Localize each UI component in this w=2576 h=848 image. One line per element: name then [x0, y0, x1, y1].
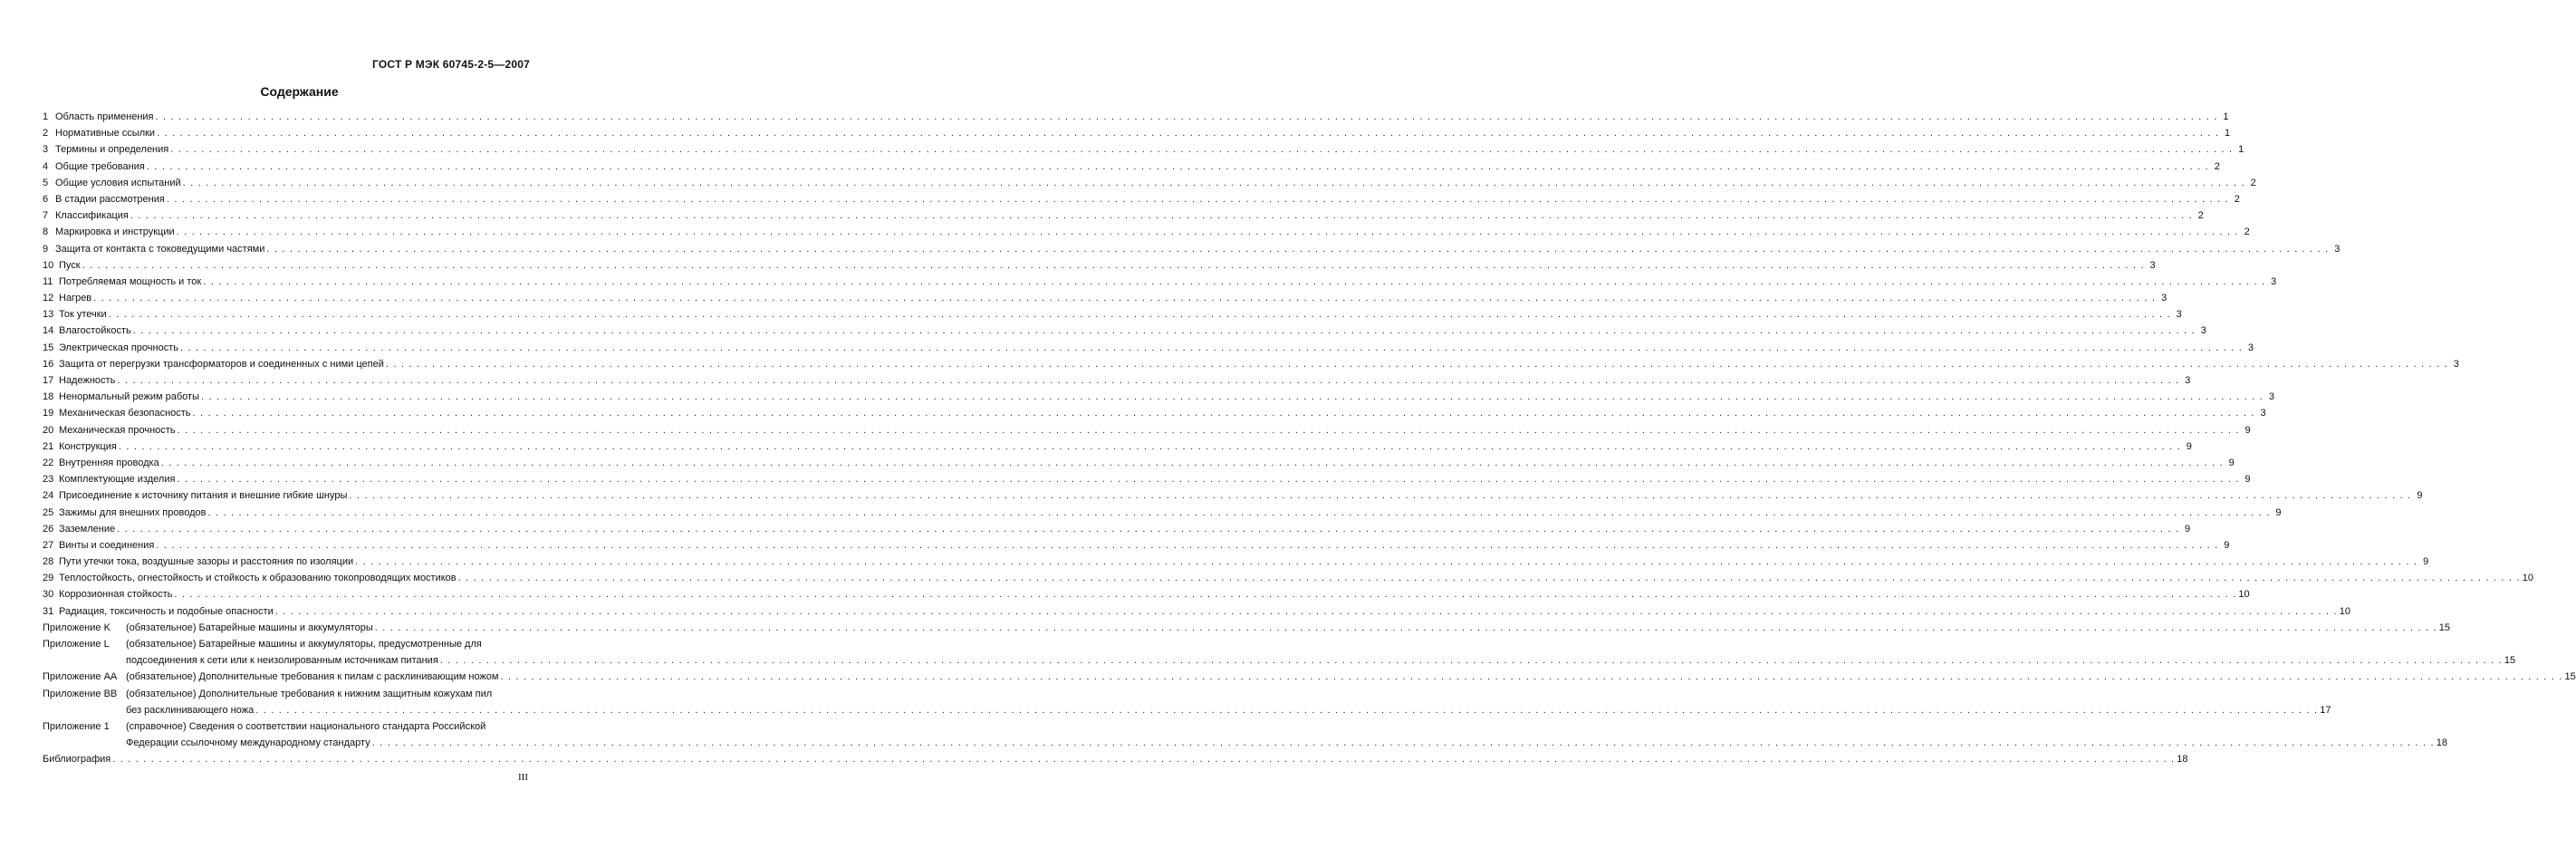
dot-leader — [177, 471, 2239, 487]
appendix-line: (обязательное) Дополнительные требования к пилам с расклинивающим ножом — [126, 671, 499, 683]
toc-entry-number: 19 — [43, 408, 54, 419]
dot-leader — [440, 652, 2503, 669]
toc-entry-page: 9 — [2417, 490, 2423, 502]
appendix-page: 17 — [2320, 704, 2331, 716]
toc-entry[interactable] — [43, 207, 2204, 224]
dot-leader — [355, 554, 2417, 570]
dot-leader — [93, 290, 2156, 306]
toc-entry-number: 6 — [43, 193, 49, 205]
toc-entry-label: Зажимы для внешних проводов — [59, 506, 207, 518]
toc-entry-number: 10 — [43, 259, 54, 271]
toc-entry[interactable] — [43, 405, 2266, 421]
toc-entry-number: 20 — [43, 424, 54, 436]
dot-leader — [386, 356, 2448, 372]
standard-number: ГОСТ Р МЭК 60745-2-5—2007 — [372, 58, 530, 71]
toc-entry-number: 17 — [43, 375, 54, 386]
toc-entry-page: 9 — [2186, 440, 2192, 452]
toc-entry-number: 11 — [43, 275, 53, 287]
appendix-head: Приложение 1 — [43, 720, 110, 732]
appendix-line: (обязательное) Батарейные машины и аккумуляторы, предусмотренные для — [126, 639, 482, 650]
toc-entry-page: 3 — [2185, 375, 2191, 386]
dot-leader — [156, 109, 2218, 125]
toc-entry-label: Нормативные ссылки — [55, 128, 156, 140]
appendix-entry[interactable] — [43, 718, 2447, 751]
toc-entry-label: Внутренняя проводка — [59, 457, 159, 468]
toc-entry-number: 18 — [43, 391, 54, 403]
toc-entry-page: 2 — [2234, 193, 2240, 205]
toc-entry[interactable] — [43, 537, 2230, 554]
toc-entry-number: 27 — [43, 539, 54, 551]
toc-entry-page: 1 — [2225, 128, 2231, 140]
toc-entry-page: 9 — [2228, 457, 2235, 468]
toc-entry-page: 3 — [2149, 259, 2156, 271]
appendix-page: 15 — [2438, 622, 2451, 633]
toc-entry[interactable] — [43, 471, 2251, 487]
toc-entry-label: Механическая прочность — [59, 424, 176, 436]
dot-leader — [275, 603, 2338, 620]
toc-entry[interactable] — [43, 356, 2459, 372]
appendix-head: Приложение K — [43, 622, 111, 633]
toc-entry[interactable] — [43, 372, 2191, 389]
toc-entry-label: Надежность — [59, 375, 116, 386]
toc-entry[interactable] — [43, 340, 2254, 356]
toc-entry[interactable] — [43, 323, 2206, 339]
dot-leader — [156, 537, 2218, 554]
toc-entry-number: 8 — [43, 226, 49, 238]
toc-entry[interactable] — [43, 505, 2282, 521]
toc-entry-label: Общие требования — [55, 160, 145, 172]
toc-entry-label: Защита от перегрузки трансформаторов и соединенных с ними цепей — [59, 358, 384, 370]
appendix-head: Приложение BB — [43, 688, 118, 699]
bibliography-label: Библиография — [43, 754, 111, 766]
toc-entry-number: 30 — [43, 589, 54, 601]
toc-entry-label: Нагрев — [59, 293, 92, 304]
dot-leader — [458, 570, 2521, 586]
toc-entry-page: 10 — [2522, 573, 2533, 584]
toc-entry-page: 3 — [2334, 243, 2341, 255]
dot-leader — [349, 487, 2411, 504]
toc-entry-number: 12 — [43, 293, 54, 304]
toc-entry[interactable] — [43, 257, 2156, 274]
toc-entry-number: 24 — [43, 490, 54, 502]
toc-entry-number: 5 — [43, 177, 49, 188]
appendix-page: 18 — [2436, 737, 2447, 749]
toc-entry[interactable] — [43, 570, 2533, 586]
toc-entry-page: 2 — [2244, 226, 2250, 238]
page-title: Содержание — [260, 84, 339, 99]
toc-entry-number: 21 — [43, 440, 54, 452]
toc-entry-number: 26 — [43, 523, 54, 535]
toc-entry[interactable] — [43, 159, 2220, 175]
toc-entry-page: 10 — [2238, 589, 2250, 601]
toc-entry[interactable] — [43, 109, 2229, 125]
toc-entry-page: 9 — [2244, 424, 2251, 436]
appendix-line: подсоединения к сети или к неизолированным источникам питания — [126, 655, 438, 667]
toc-entry-number: 25 — [43, 506, 54, 518]
appendix-line: Федерации ссылочному международному стандарту — [126, 737, 370, 749]
toc-entry-page: 3 — [2260, 408, 2266, 419]
toc-entry-label: Влагостойкость — [59, 325, 131, 337]
dot-leader — [375, 620, 2437, 636]
appendix-entry[interactable] — [43, 620, 2451, 636]
toc-entry-label: Термины и определения — [55, 144, 169, 156]
toc-entry-page: 9 — [2423, 556, 2429, 568]
dot-leader — [372, 735, 2435, 751]
toc-entry-page: 3 — [2200, 325, 2206, 337]
bibliography-page: 18 — [2177, 754, 2188, 766]
toc-entry-label: Заземление — [59, 523, 116, 535]
toc-entry[interactable] — [43, 455, 2235, 471]
toc-entry-number: 22 — [43, 457, 54, 468]
appendix-line: без расклинивающего ножа — [126, 704, 255, 716]
dot-leader — [147, 159, 2209, 175]
toc-entry-label: Электрическая прочность — [59, 342, 178, 353]
dot-leader — [112, 751, 2175, 767]
toc-entry-page: 2 — [2250, 177, 2256, 188]
toc-entry-page: 1 — [2238, 144, 2244, 156]
toc-entry-label: Защита от контакта с токоведущими частями — [55, 243, 265, 255]
dot-leader — [82, 257, 2145, 274]
dot-leader — [500, 669, 2562, 685]
dot-leader — [117, 372, 2179, 389]
dot-leader — [157, 125, 2219, 141]
toc-entry[interactable] — [43, 306, 2182, 323]
appendix-head: Приложение L — [43, 639, 110, 650]
toc-entry-number: 1 — [43, 111, 49, 122]
toc-entry-label: Присоединение к источнику питания и внешние гибкие шнуры — [59, 490, 348, 502]
toc-entry-number: 14 — [43, 325, 54, 337]
toc-entry-page: 3 — [2161, 293, 2167, 304]
toc-entry-label: В стадии рассмотрения — [55, 193, 165, 205]
toc-entry-label: Пуск — [59, 259, 81, 271]
table-of-contents — [43, 109, 2576, 768]
toc-entry-number: 7 — [43, 210, 49, 222]
toc-entry-number: 13 — [43, 309, 54, 321]
dot-leader — [178, 422, 2240, 438]
dot-leader — [170, 141, 2233, 158]
toc-entry[interactable] — [43, 141, 2244, 158]
toc-entry[interactable] — [43, 274, 2277, 290]
toc-entry-page: 2 — [2197, 210, 2204, 222]
toc-entry-page: 1 — [2223, 111, 2229, 122]
toc-entry-label: Ненормальный режим работы — [59, 391, 199, 403]
dot-leader — [161, 455, 2224, 471]
toc-entry-number: 23 — [43, 474, 54, 486]
toc-entry-number: 28 — [43, 556, 54, 568]
dot-leader — [183, 175, 2245, 191]
dot-leader — [201, 389, 2264, 405]
toc-entry-page: 9 — [2275, 506, 2282, 518]
toc-entry[interactable] — [43, 603, 2351, 620]
toc-entry-label: Маркировка и инструкции — [55, 226, 175, 238]
toc-entry-page: 9 — [2185, 523, 2191, 535]
appendix-line: (обязательное) Дополнительные требования к нижним защитным кожухам пил — [126, 688, 493, 699]
dot-leader — [177, 224, 2239, 240]
toc-entry-page: 3 — [2271, 275, 2277, 287]
toc-entry-label: Коррозионная стойкость — [59, 589, 173, 601]
appendix-line: (обязательное) Батарейные машины и аккумуляторы — [126, 622, 373, 633]
dot-leader — [266, 241, 2329, 257]
dot-leader — [207, 505, 2270, 521]
appendix-entry[interactable] — [43, 686, 2331, 718]
toc-entry-number: 29 — [43, 573, 54, 584]
appendix-line: (справочное) Сведения о соответствии национального стандарта Российской — [126, 720, 486, 732]
appendix-head: Приложение AA — [43, 671, 118, 683]
toc-entry-page: 3 — [2453, 358, 2459, 370]
appendix-entry[interactable] — [43, 669, 2576, 685]
dot-leader — [133, 323, 2196, 339]
dot-leader — [119, 438, 2181, 455]
toc-entry-number: 2 — [43, 128, 49, 140]
toc-entry-label: Область применения — [55, 111, 154, 122]
toc-entry-number: 3 — [43, 144, 49, 156]
dot-leader — [203, 274, 2265, 290]
appendix-page: 15 — [2564, 671, 2576, 683]
toc-entry-label: Конструкция — [59, 440, 117, 452]
toc-entry-number: 31 — [43, 605, 54, 617]
toc-entry-page: 9 — [2224, 539, 2230, 551]
toc-entry[interactable] — [43, 191, 2240, 207]
toc-entry-number: 16 — [43, 358, 54, 370]
toc-entry-label: Классификация — [55, 210, 129, 222]
toc-entry[interactable] — [43, 422, 2251, 438]
dot-leader — [255, 702, 2318, 718]
dot-leader — [117, 521, 2179, 537]
toc-entry[interactable] — [43, 241, 2341, 257]
toc-entry-label: Радиация, токсичность и подобные опасности — [59, 605, 274, 617]
toc-entry[interactable] — [43, 586, 2250, 602]
dot-leader — [174, 586, 2236, 602]
appendix-page: 15 — [2504, 655, 2516, 667]
toc-entry[interactable] — [43, 521, 2191, 537]
toc-entry-label: Винты и соединения — [59, 539, 155, 551]
appendix-entry[interactable] — [43, 636, 2516, 669]
toc-entry[interactable] — [43, 224, 2250, 240]
toc-entry[interactable] — [43, 175, 2256, 191]
toc-entry[interactable] — [43, 438, 2192, 455]
toc-entry-page: 2 — [2214, 160, 2220, 172]
bibliography-entry[interactable] — [43, 751, 2188, 767]
toc-entry-label: Теплостойкость, огнестойкость и стойкость к образованию токопроводящих мостиков — [59, 573, 457, 584]
toc-entry-page: 3 — [2268, 391, 2275, 403]
toc-entry-page: 10 — [2339, 605, 2351, 617]
toc-entry-number: 9 — [43, 243, 49, 255]
toc-entry-label: Общие условия испытаний — [55, 177, 181, 188]
toc-entry-page: 3 — [2247, 342, 2254, 353]
toc-entry-page: 9 — [2244, 474, 2251, 486]
toc-entry[interactable] — [43, 389, 2275, 405]
page-number: III — [518, 772, 528, 783]
toc-entry[interactable] — [43, 125, 2231, 141]
toc-entry[interactable] — [43, 554, 2429, 570]
toc-entry-page: 3 — [2176, 309, 2182, 321]
dot-leader — [130, 207, 2193, 224]
toc-entry-number: 15 — [43, 342, 54, 353]
dot-leader — [180, 340, 2243, 356]
toc-entry-label: Потребляемая мощность и ток — [59, 275, 202, 287]
toc-entry-number: 4 — [43, 160, 49, 172]
toc-entry-label: Механическая безопасность — [59, 408, 191, 419]
toc-entry-label: Комплектующие изделия — [59, 474, 176, 486]
dot-leader — [109, 306, 2171, 323]
toc-entry-label: Ток утечки — [59, 309, 107, 321]
toc-entry-label: Пути утечки тока, воздушные зазоры и расстояния по изоляции — [59, 556, 354, 568]
dot-leader — [167, 191, 2229, 207]
dot-leader — [193, 405, 2255, 421]
toc-entry[interactable] — [43, 290, 2167, 306]
toc-entry[interactable] — [43, 487, 2423, 504]
